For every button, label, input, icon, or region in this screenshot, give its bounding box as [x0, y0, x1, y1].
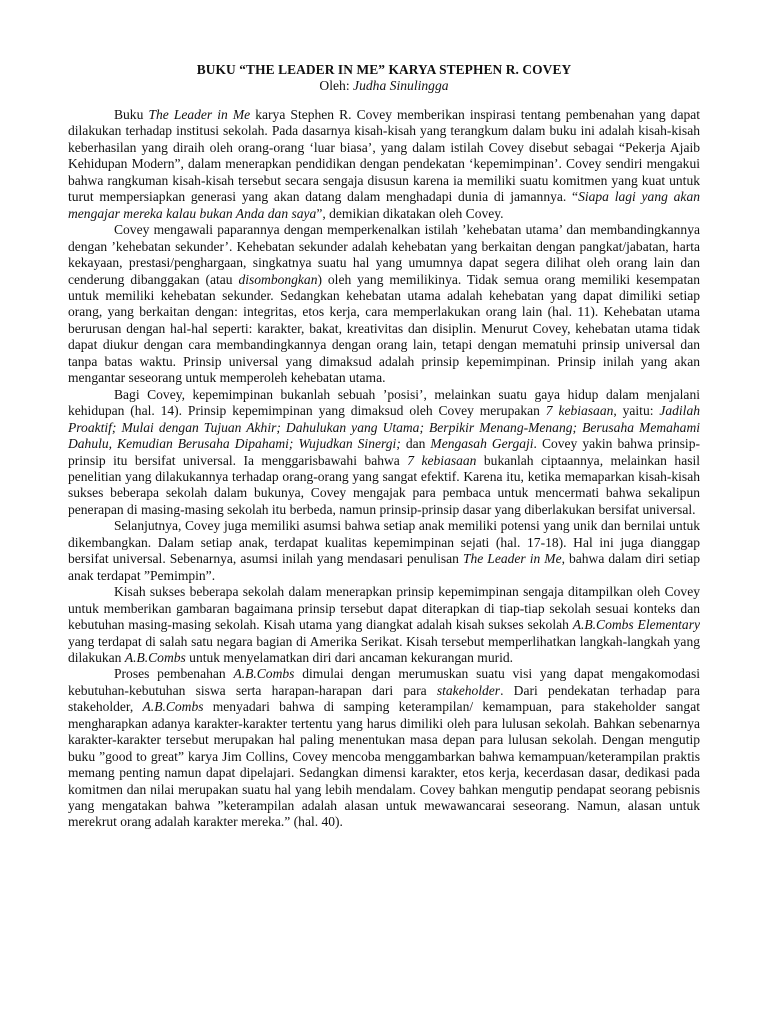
paragraph-1 — [68, 107, 700, 222]
text-run: Bagi Covey, kepemimpinan bukanlah sebuah ’posisi’, melainkan suatu gaya hidup dalam menjalani kehidupan (hal. 14). Prinsip kepemimpinan yang dimaksud oleh Covey merupakan — [68, 386, 700, 419]
text-run: Covey mengawali paparannya dengan memperkenalkan istilah ’kehebatan utama’ dan membandingkannya dengan ’kehebatan sekunder’. Kehebatan sekunder adalah kehebatan yang berkaitan dengan pangkat/jabatan, harta kekayaan, prestasi/penghargaan, singkatnya suatu hal yang umumnya dapat segera dilihat oleh orang lain dan cenderung dibanggakan (atau — [68, 222, 700, 287]
italic-text: A.B.Combs — [233, 666, 295, 682]
text-run: . Covey yakin bahwa prinsip-prinsip itu bersifat universal. Ia menggarisbawahi bahwa — [68, 436, 700, 468]
italic-text: disombongkan — [238, 271, 318, 287]
text-run: menyadari bahwa di samping keterampilan/ kemampuan, para stakeholder sangat mengharapkan adanya karakter-karakter tertentu yang harus dimiliki oleh para lulusan sekolah. Bahkan sebenarnya karakter-karakter tersebut merupakan hal paling menentukan masa depan para lulusan sekolah. Dengan mengutip buku ”good to great” karya Jim Collins, Covey mencoba menggambarkan bahwa kemampuan/keterampilan praktis memang penting namun dapat dipelajari. Sedangkan dimensi karakter, etos kerja, kecerdasan dasar, dedikasi pada komitmen dan nilai merupakan suatu hal yang lebih mendalam. Covey bahkan mengutip pendapat seorang pebisnis yang mengatakan bahwa ”keterampilan adalah alasan untuk mewawancarai seseorang. Namun, alasan untuk merekrut orang adalah karakter mereka.” (hal. 40). — [68, 699, 700, 830]
italic-text: stakeholder — [436, 682, 501, 698]
text-run: bukanlah ciptaannya, melainkan hasil penelitian yang dilakukannya terhadap orang-orang yang sangat efektif. Karena itu, ketika memaparkan kisah-kisah sukses beberapa sekolah dalam bukunya, Covey mengajak para pembaca untuk mencermati bahwa sekalipun penerapan di masing-masing sekolah itu berbeda, namun prinsip-prinsip dasar yang diberlakukan bersifat universal. — [68, 452, 701, 517]
document-title: BUKU “THE LEADER IN ME” KARYA STEPHEN R. COVEY — [196, 62, 572, 77]
text-run: ”, demikian dikatakan oleh Covey. — [316, 205, 504, 221]
paragraph-2 — [68, 222, 700, 387]
italic-text: The Leader in Me — [462, 551, 562, 567]
italic-text: Mengasah Gergaji — [430, 436, 534, 452]
text-run: Buku — [114, 107, 149, 122]
italic-text: The Leader in Me — [148, 107, 251, 122]
text-run: karya Stephen R. Covey memberikan inspirasi tentang pembenahan yang dapat dilakukan terhadap institusi sekolah. Pada dasarnya kisah-kisah yang terangkum dalam buku ini adalah kisah-kisah keberhasilan yang diraih oleh orang-orang ‘luar biasa’, yang dalam istilah Covey disebut sebagai “Pekerja Ajaib Kehidupan Modern”, dalam menerapkan pendidikan dengan pendekatan ‘kepemimpinan’. Covey sendiri mengakui bahwa rangkuman kisah-kisah tersebut secara sengaja disusun karena ia memiliki suatu komitmen yang kuat untuk turut mempersiapkan generasi yang akan datang dalam menghadapi dunia di jamannya. “ — [68, 107, 701, 205]
italic-text: 7 kebiasaan — [407, 452, 477, 468]
paragraph-5 — [68, 584, 700, 666]
italic-text: 7 kebiasaan — [545, 403, 614, 419]
italic-text: Jadilah Proaktif; Mulai dengan Tujuan Akhir; Dahulukan yang Utama; Berpikir Menang-Menang; Berusaha Memahami Dahulu, Kemudian Berusaha Dipahami; Wujudkan Sinergi; — [68, 403, 700, 452]
text-run: , bahwa dalam diri setiap anak terdapat ”Pemimpin”. — [68, 551, 700, 583]
text-run: . Dari pendekatan terhadap para stakeholder, — [68, 682, 700, 715]
paragraph-3 — [68, 387, 700, 519]
italic-text: Siapa lagi yang akan mengajar mereka kalau bukan Anda dan saya — [68, 189, 700, 221]
text-run: dan — [400, 436, 431, 452]
italic-text: A.B.Combs Elementary — [572, 617, 700, 633]
italic-text: A.B.Combs — [142, 699, 204, 715]
author-name: Judha Sinulingga — [353, 78, 449, 93]
document-body — [68, 107, 700, 831]
paragraph-4 — [68, 518, 700, 584]
text-run: untuk menyelamatkan diri dari ancaman kekurangan murid. — [185, 649, 514, 665]
text-run: Selanjutnya, Covey juga memiliki asumsi bahwa setiap anak memiliki potensi yang unik dan bernilai untuk dikembangkan. Dalam setiap anak, terdapat kualitas kepemimpinan sejati (hal. 17-18). Hal ini juga dianggap bersifat universal. Sebenarnya, asumsi inilah yang mendasari penulisan — [68, 518, 700, 567]
text-run: yang terdapat di salah satu negara bagian di Amerika Serikat. Kisah tersebut memperlihatkan langkah-langkah yang dilakukan — [68, 633, 700, 665]
document-byline — [68, 78, 700, 94]
text-run: Kisah sukses beberapa sekolah dalam menerapkan prinsip kepemimpinan sengaja ditampilkan oleh Covey untuk memberikan gambaran bagaimana prinsip tersebut dapat diterapkan di tiap-tiap sekolah sesuai konteks dan kebutuhan masing-masing sekolah. Kisah utama yang diangkat adalah kisah sukses sekolah — [68, 584, 700, 633]
text-run: ) oleh yang memilikinya. Tidak semua orang memiliki kesempatan untuk memiliki kehebatan sekunder. Sedangkan kehebatan utama adalah kehebatan yang dapat dimiliki setiap orang, yang berkaitan dengan: integritas, etos kerja, cara memperlakukan orang lain (hal. 11). Kehebatan utama berurusan dengan hal-hal seperti: karakter, bakat, kreativitas dan disiplin. Menurut Covey, kehebatan utama tidak dapat diukur dengan cara membandingkannya dengan orang lain, tetapi dengan mematuhi prinsip universal dan tanpa batas waktu. Prinsip universal yang dimaksud adalah prinsip kepemimpinan. Prinsip inilah yang akan mengantar seseorang untuk memperoleh kehebatan utama. — [68, 271, 700, 386]
text-run: Proses pembenahan — [114, 666, 234, 682]
paragraph-6 — [68, 666, 700, 831]
byline-prefix: Oleh: — [319, 78, 354, 93]
italic-text: A.B.Combs — [124, 649, 186, 665]
text-run: dimulai dengan merumuskan suatu visi yang dapat mengakomodasi kebutuhan-kebutuhan siswa serta harapan-harapan dari para — [68, 666, 700, 698]
text-run: , yaitu: — [613, 403, 660, 419]
